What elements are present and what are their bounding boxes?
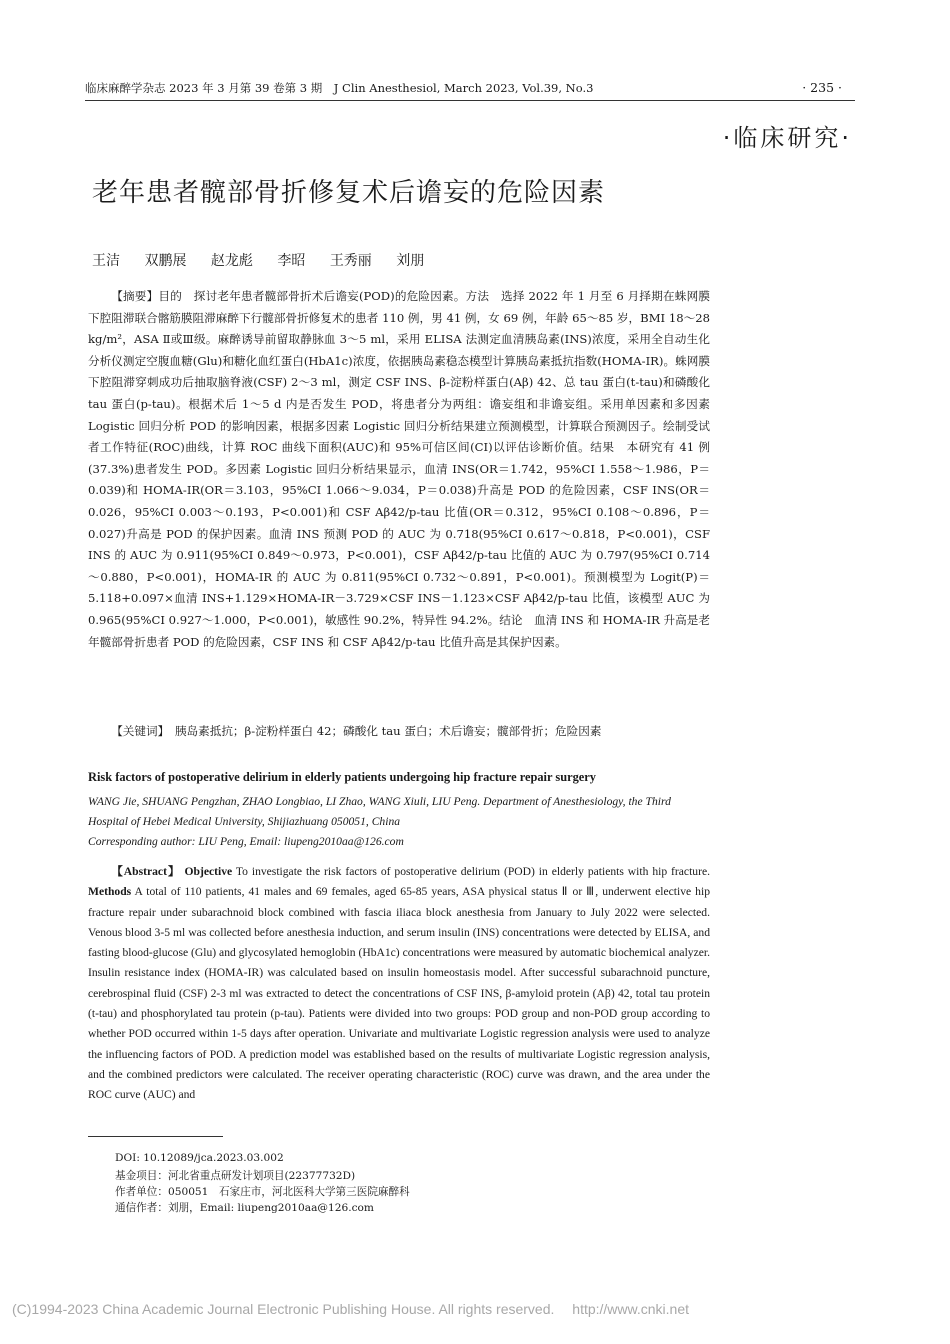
page-number: · 235 · <box>802 80 842 95</box>
abstract-english <box>88 862 710 1106</box>
objective-label-en: Objective <box>184 865 233 878</box>
author: 刘朋 <box>396 253 425 269</box>
objective-text-en: To investigate the risk factors of postoperative delirium (POD) in elderly patients with hip fracture. <box>232 865 710 878</box>
conclusion-text: 血清 INS 和 HOMA-IR 升高是老年髋部骨折患者 POD 的危险因素，CSF INS 和 CSF Aβ42/p-tau 比值升高是其保护因素。 <box>88 612 711 649</box>
english-authors <box>88 792 710 852</box>
results-text: 本研究有 41 例(37.3%)患者发生 POD。多因素 Logistic 回归分析结果显示，血清 INS(OR＝1.742，95%CI 1.558～1.986，P＝0.039)和 HOMA-IR(OR＝3.103，95%CI 1.066～9.034，P＝0.038)升高是 POD 的危险因素，CSF INS(OR＝0.026，95%CI 0.003～0.193，P<0.001)和 CSF Aβ42/p-tau 比值(OR＝0.312，95%CI 0.108～0.896，P＝0.027)升高是 POD 的保护因素。血清 INS 预测 POD 的 AUC 为 0.718(95%CI 0.617～0.818，P<0.001)，CSF INS 的 AUC 为 0.911(95%CI 0.849～0.973，P<0.001)，CSF Aβ42/p-tau 比值的 AUC 为 0.797(95%CI 0.714～0.880，P<0.001)，HOMA-IR 的 AUC 为 0.811(95%CI 0.732～0.891，P<0.001)。预测模型为 Logit(P)＝5.118+0.097×血清 INS+1.129×HOMA-IR－3.729×CSF INS－1.123×CSF Aβ42/p-tau 比值，该模型 AUC 为 0.965(95%CI 0.927～1.000，P<0.001)，敏感性 90.2%，特异性 94.2%。 <box>88 440 710 627</box>
section-label: ·临床研究· <box>722 124 852 152</box>
keywords-text: 胰岛素抵抗；β-淀粉样蛋白 42；磷酸化 tau 蛋白；术后谵妄；髋部骨折；危险因素 <box>163 724 602 738</box>
footnote-doi: DOI: 10.12089/jca.2023.03.002 <box>115 1152 284 1164</box>
objective-label: 目的 <box>158 289 182 303</box>
header-rule <box>85 100 855 101</box>
copyright-footer: (C)1994-2023 China Academic Journal Electronic Publishing House. All rights reserved. http://www.cnki.net <box>12 1301 689 1317</box>
keywords-label: 【关键词】 <box>111 724 164 738</box>
abstract-label: 【摘要】 <box>111 289 159 303</box>
author: 王洁 <box>92 253 120 269</box>
footnote-fund: 基金项目：河北省重点研发计划项目(22377732D) <box>115 1170 356 1182</box>
conclusion-label: 结论 <box>499 612 523 627</box>
author: 王秀丽 <box>329 253 372 269</box>
author-list <box>92 250 444 270</box>
abstract-label-en: 【Abstract】 <box>111 865 181 878</box>
english-author-affiliation: WANG Jie, SHUANG Pengzhan, ZHAO Longbiao, LI Zhao, WANG Xiuli, LIU Peng. Department of Anesthesiology, the Third Hospital of Hebei Medical University, Shijiazhuang 050051, China <box>88 795 671 828</box>
footnote-rule <box>88 1136 223 1137</box>
methods-label-en: Methods <box>88 885 132 899</box>
methods-label: 方法 <box>465 289 490 303</box>
running-header: 临床麻醉学杂志 2023 年 3 月第 39 卷第 3 期 J Clin Anesthesiol, March 2023, Vol.39, No.3 <box>85 81 594 95</box>
results-label: 结果 <box>590 440 615 455</box>
objective-text: 探讨老年患者髋部骨折术后谵妄(POD)的危险因素。 <box>182 289 466 303</box>
methods-text: 选择 2022 年 1 月至 6 月择期在蛛网膜下腔阻滞联合髂筋膜阻滞麻醉下行髋部骨折修复术的患者 110 例，男 41 例，女 69 例，年龄 65～85 岁，BMI 18～28 kg/m²，ASA Ⅱ或Ⅲ级。麻醉诱导前留取静脉血 3～5 ml，采用 ELISA 法测定血清胰岛素(INS)浓度，采用全自动生化分析仪测定空腹血糖(Glu)和糖化血红蛋白(HbA1c)浓度，依据胰岛素稳态模型计算胰岛素抵抗指数(HOMA-IR)。蛛网膜下腔阻滞穿刺成功后抽取脑脊液(CSF) 2～3 ml，测定 CSF INS、β-淀粉样蛋白(Aβ) 42、总 tau 蛋白(t-tau)和磷酸化 tau 蛋白(p-tau)。根据术后 1～5 d 内是否发生 POD，将患者分为两组：谵妄组和非谵妄组。采用单因素和多因素 Logistic 回归分析 POD 的影响因素，根据多因素 Logistic 回归分析结果建立预测模型，计算联合预测因子。绘制受试者工作特征(ROC)曲线，计算 ROC 曲线下面积(AUC)和 95%可信区间(CI)以评估诊断价值。 <box>88 289 710 455</box>
footnote-affiliation: 作者单位：050051 石家庄市，河北医科大学第三医院麻醉科 <box>115 1186 410 1198</box>
corresponding-author: Corresponding author: LIU Peng, Email: liupeng2010aa@126.com <box>88 835 404 848</box>
abstract-chinese <box>88 286 710 653</box>
english-title: Risk factors of postoperative delirium in elderly patients undergoing hip fracture repair surgery <box>88 770 596 784</box>
author: 双鹏展 <box>144 253 187 269</box>
keywords-chinese <box>88 721 710 743</box>
methods-text-en: A total of 110 patients, 41 males and 69 females, aged 65-85 years, ASA physical status Ⅱ or Ⅲ, underwent elective hip fracture repair under subarachnoid block combined with fascia iliaca block anesthesia from January to July 2022 were selected. Venous blood 3-5 ml was collected before anesthesia induction, and serum insulin (INS) concentrations were detected by ELISA, and fasting blood-glucose (Glu) and glycosylated hemoglobin (HbA1c) concentrations were measured by automatic biochemical analyzer. Insulin resistance index (HOMA-IR) was calculated based on insulin homeostasis model. After successful subarachnoid puncture, cerebrospinal fluid (CSF) 2-3 ml was extracted to detect the concentrations of CSF INS, β-amyloid protein (Aβ) 42, total tau protein (t-tau) and phosphorylated tau protein (p-tau). Patients were divided into two groups: POD group and non-POD group according to whether POD occurred within 1-5 days after operation. Univariate and multivariate Logistic regression analysis were used to analyze the influencing factors of POD. A prediction model was established based on the results of multivariate Logistic regression analysis, and the combined predictors were calculated. The receiver operating characteristic (ROC) curve was drawn, and the area under the ROC curve (AUC) and <box>88 885 710 1102</box>
author: 赵龙彪 <box>210 253 253 269</box>
author: 李昭 <box>277 253 306 269</box>
article-title: 老年患者髋部骨折修复术后谵妄的危险因素 <box>92 178 606 208</box>
footnote-correspondence: 通信作者：刘朋，Email: liupeng2010aa@126.com <box>115 1202 374 1214</box>
